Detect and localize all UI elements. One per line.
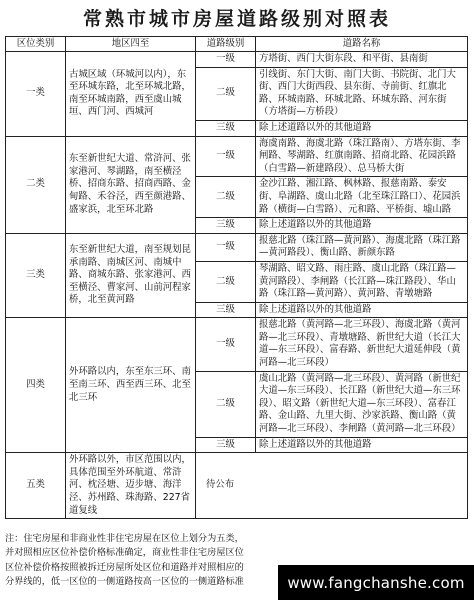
class4-name: 四类 — [6, 318, 66, 453]
class3-level-3: 三级 — [196, 302, 256, 318]
class1-roads-2: 引线街、东门大街、南门大街、书院街、北门大街、西门大街西段、县东街、寺前街、红旗北路、环城南路、环城北路、环城东路、河东街（方塔街—方桥段） — [256, 67, 468, 120]
footnote-line: 区位补偿价格按照被拆迁房屋所处区位和道路并对照相应的 — [5, 561, 244, 573]
class2-level-2: 二级 — [196, 177, 256, 218]
class1-roads-3: 除上述道路以外的其他道路 — [256, 120, 468, 136]
class5-roads: 待公布 — [196, 453, 468, 519]
class1-roads-1: 方塔街、西门大街东段、和平街、县南街 — [256, 52, 468, 68]
road-level-table — [5, 36, 468, 519]
header-row — [6, 37, 468, 52]
class5-name: 五类 — [6, 453, 66, 519]
table-row — [6, 318, 468, 371]
class4-roads-3: 除上述道路以外的其他道路 — [256, 437, 468, 453]
header-area-class: 区位类别 — [6, 37, 66, 52]
class4-roads-2: 虞山北路（黄河路—北三环段）、黄河路（新世纪大道—东三环段）、长江路（新世纪大道—东三环段）、昭文路（新世纪大道—东三环段）、富春江路、金山路、九里大街、沙家浜路、衡山路（黄河路—北三环段）、李闸路（黄河路—北三环段） — [256, 371, 468, 437]
class2-roads-1: 海虞南路、海虞北路（珠江路南）、方塔东街、李闸路、琴湖路、红旗南路、招商北路、花园浜路（白雪路—新建路段）、总马桥大街 — [256, 136, 468, 177]
class2-roads-3: 除上述道路以外的其他道路 — [256, 218, 468, 234]
class4-level-3: 三级 — [196, 437, 256, 453]
class2-range: 东至新世纪大道、常浒河、张家港河、琴湖路，南至横泾桥、招商东路、招商西路、金甸路、禾谷泾，西至颜港路、盛家浜，北至环北路 — [66, 136, 196, 233]
class2-name: 二类 — [6, 136, 66, 233]
class1-name: 一类 — [6, 52, 66, 137]
class3-roads-3: 除上述道路以外的其他道路 — [256, 302, 468, 318]
table-row — [6, 453, 468, 519]
class1-level-3: 三级 — [196, 120, 256, 136]
footnote-line: 并对照相应区位补偿价格标准确定，商业性非住宅房屋区位 — [5, 547, 244, 559]
table-row — [6, 233, 468, 261]
class3-roads-2: 琴湖路、昭文路、雨庄路、虞山北路（珠江路—黄河路段）、李闸路（长江路—珠江路段）、华山路（珠江路—黄河路）、黄河路、青墩塘路 — [256, 261, 468, 302]
class2-roads-2: 金沙江路、湘江路、枫林路、报慈南路、泰安街、阜湖路、虞山北路（北至珠江路口）、花园浜路（横街—白雪路）、元和路、平桥街、墟山路 — [256, 177, 468, 218]
header-road-names: 道路名称 — [256, 37, 468, 52]
class5-range: 外环路以外，市区范围以内，具体范围至外环航道、常浒河、枕泾塘、迈步塘、海洋泾、苏州路、珠海路、227省道复线 — [66, 453, 196, 519]
class4-level-2: 二级 — [196, 371, 256, 437]
class2-level-1: 一级 — [196, 136, 256, 177]
class4-level-1: 一级 — [196, 318, 256, 371]
class3-roads-1: 报慈北路（珠江路—黄河路）、海虞北路（珠江路—黄河路段）、衡山路、新颜东路 — [256, 233, 468, 261]
header-area-range: 地区四至 — [66, 37, 196, 52]
footnote-line: 注：住宅房屋和非商业性非住宅房屋在区位上划分为五类， — [5, 533, 244, 544]
class3-range: 东至新世纪大道，南至规划昆承南路、南城区河、南城中路、商城东路、张家港河、西至横泾、曹家河、山前河程家桥，北至黄河路 — [66, 233, 196, 318]
class3-name: 三类 — [6, 233, 66, 318]
class1-level-2: 二级 — [196, 67, 256, 120]
header-road-level: 道路级别 — [196, 37, 256, 52]
class3-level-2: 二级 — [196, 261, 256, 302]
page-title: 常熟市城市房屋道路级别对照表 — [82, 8, 391, 30]
class3-level-1: 一级 — [196, 233, 256, 261]
class2-level-3: 三级 — [196, 218, 256, 234]
footnote-line: 分界线的，低一区位的一侧道路按高一区位的一侧道路标准 — [5, 576, 244, 588]
class1-level-1: 一级 — [196, 52, 256, 68]
class4-range: 外环路以内，东至东三环、南至南三环、西至西三环、北至北三环 — [66, 318, 196, 453]
table-row — [6, 52, 468, 68]
watermark-banner: www.fangchanshe.com — [278, 565, 474, 600]
table-row — [6, 136, 468, 177]
class1-range: 古城区域（环城河以内），东至环城东路，北至环城北路，南至环城南路，西至虞山城垣、西门河、西城河 — [66, 52, 196, 137]
class4-roads-1: 报慈北路（黄河路—北三环段）、海虞北路（黄河路—北三环段）、青墩塘路、新世纪大道（长江大道—东三环段）、富春路、新世纪大道延伸段（黄河路—北三环段） — [256, 318, 468, 371]
